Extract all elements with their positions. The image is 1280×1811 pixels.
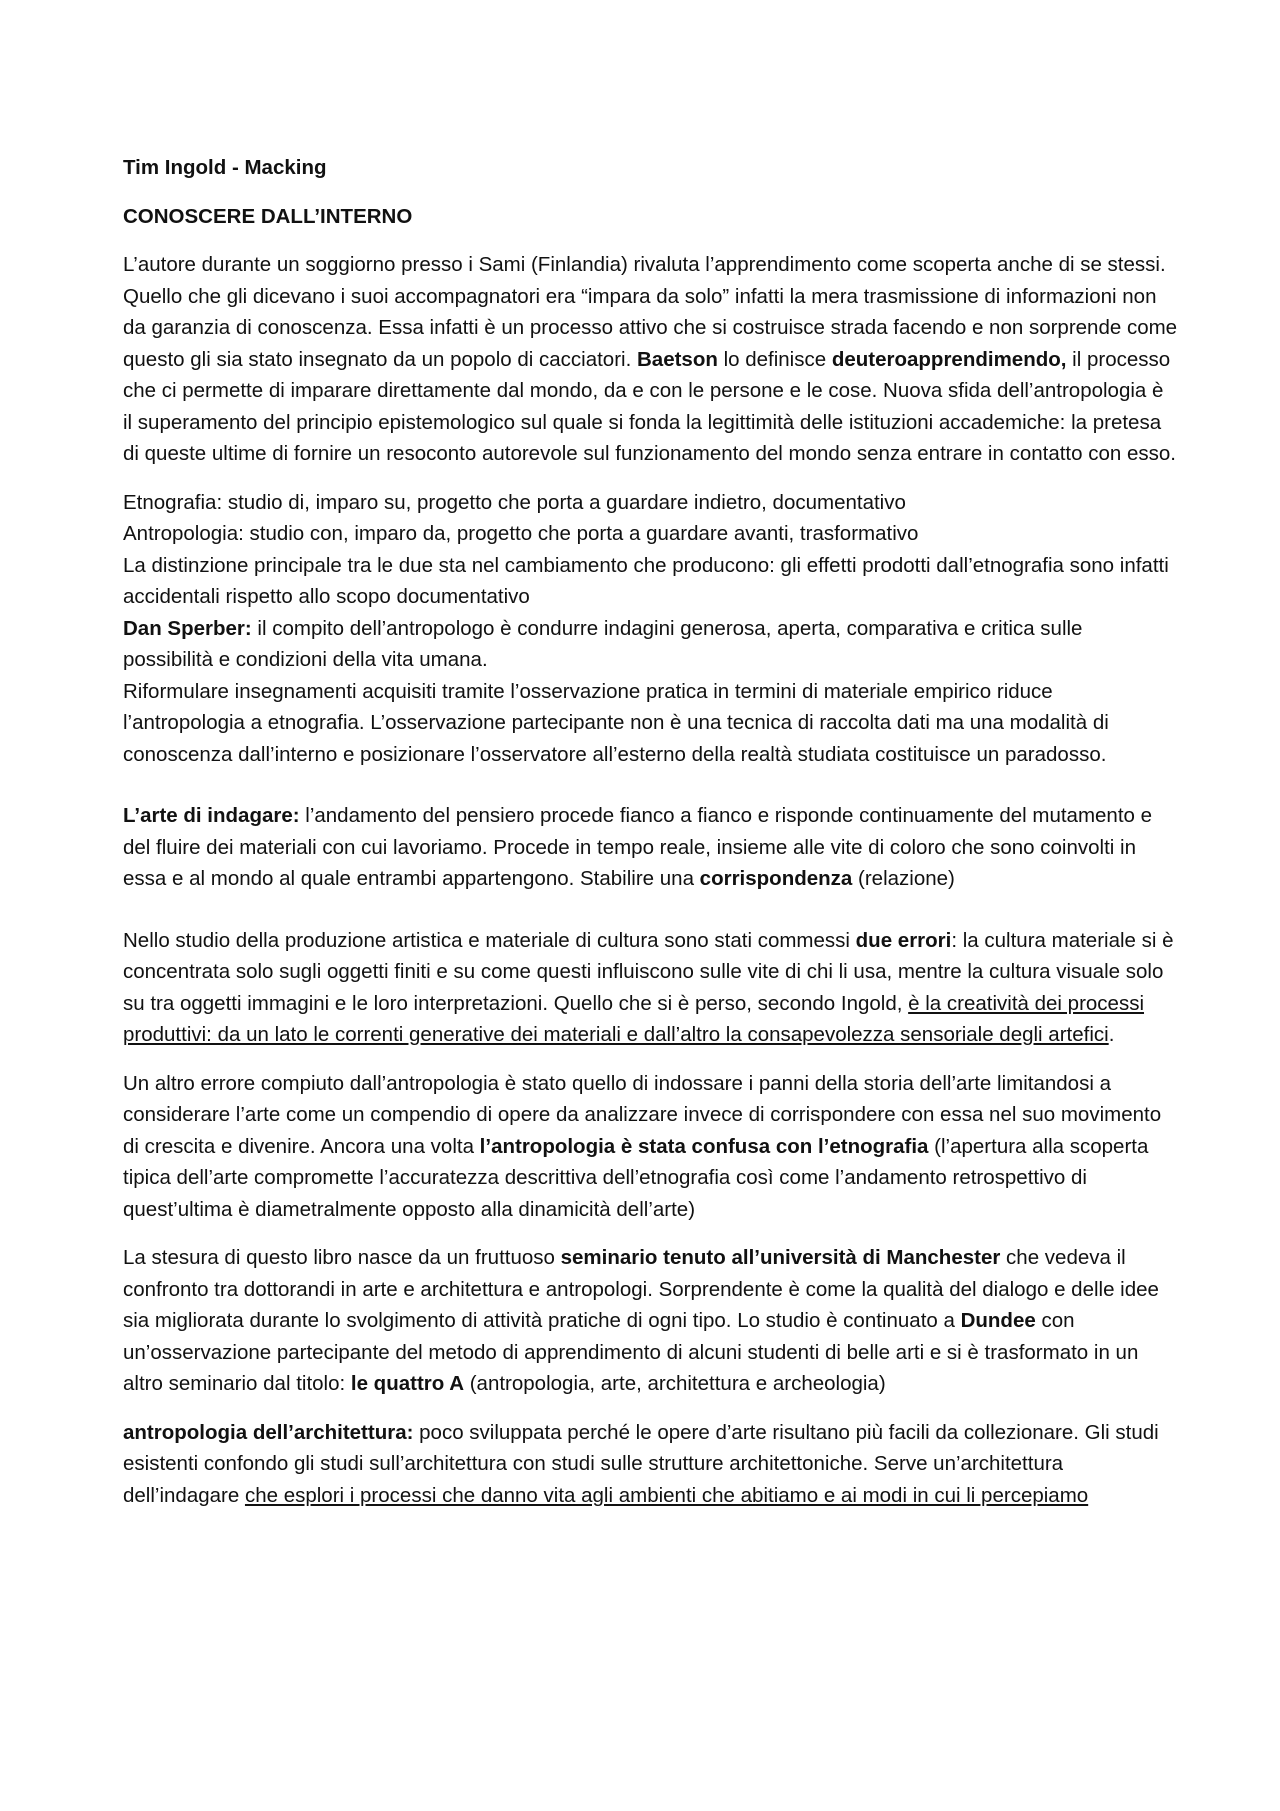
due-errori-text-2: : la cultura materiale si è concentrata solo sugli oggetti finiti e su come questi influiscono sulle vite di chi li usa, mentre la cultura visuale solo su tra oggetti immagini e le loro interpretazioni. Quello che si è perso, secondo Ingold, xyxy=(123,928,1174,1015)
arte-di-indagare-text-2: (relazione) xyxy=(852,867,955,890)
bold-term-seminario-manchester: seminario tenuto all’università di Manchester xyxy=(560,1246,1001,1269)
bold-term-baetson: Baetson xyxy=(636,347,718,371)
bold-term-antropologia-architettura: antropologia dell’architettura: xyxy=(123,1420,414,1444)
paragraph-antropologia-architettura xyxy=(123,1417,1178,1512)
sperber-text: il compito dell’antropologo è condurre indagini generosa, aperta, comparativa e critica sulle possibilità e condizioni della vita umana. xyxy=(123,616,1083,671)
bold-term-arte-di-indagare: L’arte di indagare: xyxy=(123,804,300,827)
document-title xyxy=(123,152,1178,184)
paragraph-due-errori xyxy=(123,925,1178,1051)
paragraph-altro-errore xyxy=(123,1068,1178,1226)
paragraph-1-text-1: L’autore durante un soggiorno presso i Sami (Finlandia) rivaluta l’apprendimento come scoperta anche di se stessi. Quello che gli dicevano i suoi accompagnatori era “impara da solo” infatti la mera trasmissione di informazioni non da garanzia di conoscenza. Essa infatti è un processo attivo che si costruisce strada facendo e non sorprende come questo gli sia stato insegnato da un popolo di cacciatori. xyxy=(123,253,1178,371)
bold-term-dundee: Dundee xyxy=(960,1309,1036,1332)
bold-term-antropologia-confusa: l’antropologia è stata confusa con l’etnografia xyxy=(479,1134,929,1158)
underlined-processi-ambienti: che esplori i processi che danno vita agli ambienti che abitiamo e ai modi in cui li percepiamo xyxy=(244,1483,1089,1507)
arte-di-indagare-text-1: l’andamento del pensiero procede fianco a fianco e risponde continuamente del mutamento e del fluire dei materiali con cui lavoriamo. Procede in tempo reale, insieme alle vite di coloro che sono coinvolti in essa e al mondo al quale entrambi appartengono. Stabilire una xyxy=(123,804,1153,890)
altro-errore-text-1: Un altro errore compiuto dall’antropologia è stato quello di indossare i panni della storia dell’arte limitandosi a considerare l’arte come un compendio di opere da analizzare invece di corrispondere con essa nel suo movimento di crescita e divenire. Ancora una volta xyxy=(123,1071,1162,1158)
paragraph-1-text-2: lo definisce xyxy=(717,347,832,371)
paragraph-arte-di-indagare xyxy=(123,800,1178,895)
bold-term-corrispondenza: corrispondenza xyxy=(699,867,853,890)
paragraph-sperber xyxy=(123,613,1178,676)
section-heading xyxy=(123,201,1178,233)
paragraph-etnografia xyxy=(123,487,1178,519)
stesura-text-1: La stesura di questo libro nasce da un fruttuoso xyxy=(123,1246,561,1269)
paragraph-antropologia xyxy=(123,518,1178,550)
paragraph-1-text-3: il processo che ci permette di imparare direttamente dal mondo, da e con le persone e le cose. Nuova sfida dell’antropologia è il superamento del principio epistemologico sul quale si fonda la legittimità delle istituzioni accademiche: la pretesa di queste ultime di fornire un resoconto autorevole sul funzionamento del mondo senza entrare in contatto con esso. xyxy=(123,347,1176,465)
bold-term-dan-sperber: Dan Sperber: xyxy=(123,616,252,640)
altro-errore-text-2: (l’apertura alla scoperta tipica dell’arte compromette l’accuratezza descrittiva dell’etnografia così come l’andamento retrospettivo di quest’ultima è diametralmente opposto alla dinamicità dell’arte) xyxy=(123,1134,1149,1221)
stesura-text-4: (antropologia, arte, architettura e archeologia) xyxy=(464,1372,886,1395)
architettura-text-1: poco sviluppata perché le opere d’arte risultano più facili da collezionare. Gli studi esistenti confondo gli studi sull’architettura con studi sulle strutture architettoniche. Serve un’architettura dell’indagare xyxy=(123,1420,1159,1507)
underlined-creativita-processi: è la creatività dei processi produttivi: da un lato le correnti generative dei materiali e dall’altro la consapevolezza sensoriale degli artefici xyxy=(123,991,1145,1046)
bold-term-quattro-a: le quattro A xyxy=(350,1372,465,1395)
due-errori-text-1: Nello studio della produzione artistica e materiale di cultura sono stati commessi xyxy=(123,928,856,952)
etnografia-definition: Etnografia: studio di, imparo su, progetto che porta a guardare indietro, documentativo xyxy=(123,490,906,514)
stesura-text-3: con un’osservazione partecipante del metodo di apprendimento di alcuni studenti di belle arti e si è trasformato in un altro seminario dal titolo: xyxy=(123,1309,1139,1395)
document-body xyxy=(123,152,1178,1511)
section-heading-text: CONOSCERE DALL’INTERNO xyxy=(123,204,413,228)
paragraph-riformulare xyxy=(123,676,1178,771)
paragraph-stesura-libro xyxy=(123,1242,1178,1400)
paragraph-distinzione xyxy=(123,550,1178,613)
distinzione-text: La distinzione principale tra le due sta nel cambiamento che producono: gli effetti prodotti dall’etnografia sono infatti accidentali rispetto allo scopo documentativo xyxy=(123,553,1169,608)
bold-term-due-errori: due errori xyxy=(855,928,952,952)
antropologia-definition: Antropologia: studio con, imparo da, progetto che porta a guardare avanti, trasformativo xyxy=(123,522,919,545)
paragraph-1 xyxy=(123,249,1178,470)
due-errori-text-3: . xyxy=(1108,1023,1115,1046)
bold-term-deuteroapprendimento: deuteroapprendimendo, xyxy=(831,347,1067,371)
stesura-text-2: che vedeva il confronto tra dottorandi in arte e architettura e antropologi. Sorprendente è come la qualità del dialogo e delle idee sia migliorata durante lo svolgimento di attività pratiche di ogni tipo. Lo studio è continuato a xyxy=(123,1246,1159,1332)
riformulare-text: Riformulare insegnamenti acquisiti tramite l’osservazione pratica in termini di materiale empirico riduce l’antropologia a etnografia. L’osservazione partecipante non è una tecnica di raccolta dati ma una modalità di conoscenza dall’interno e posizionare l’osservatore all’esterno della realtà studiata costituisce un paradosso. xyxy=(123,679,1109,766)
document-title-text: Tim Ingold - Macking xyxy=(123,156,327,179)
